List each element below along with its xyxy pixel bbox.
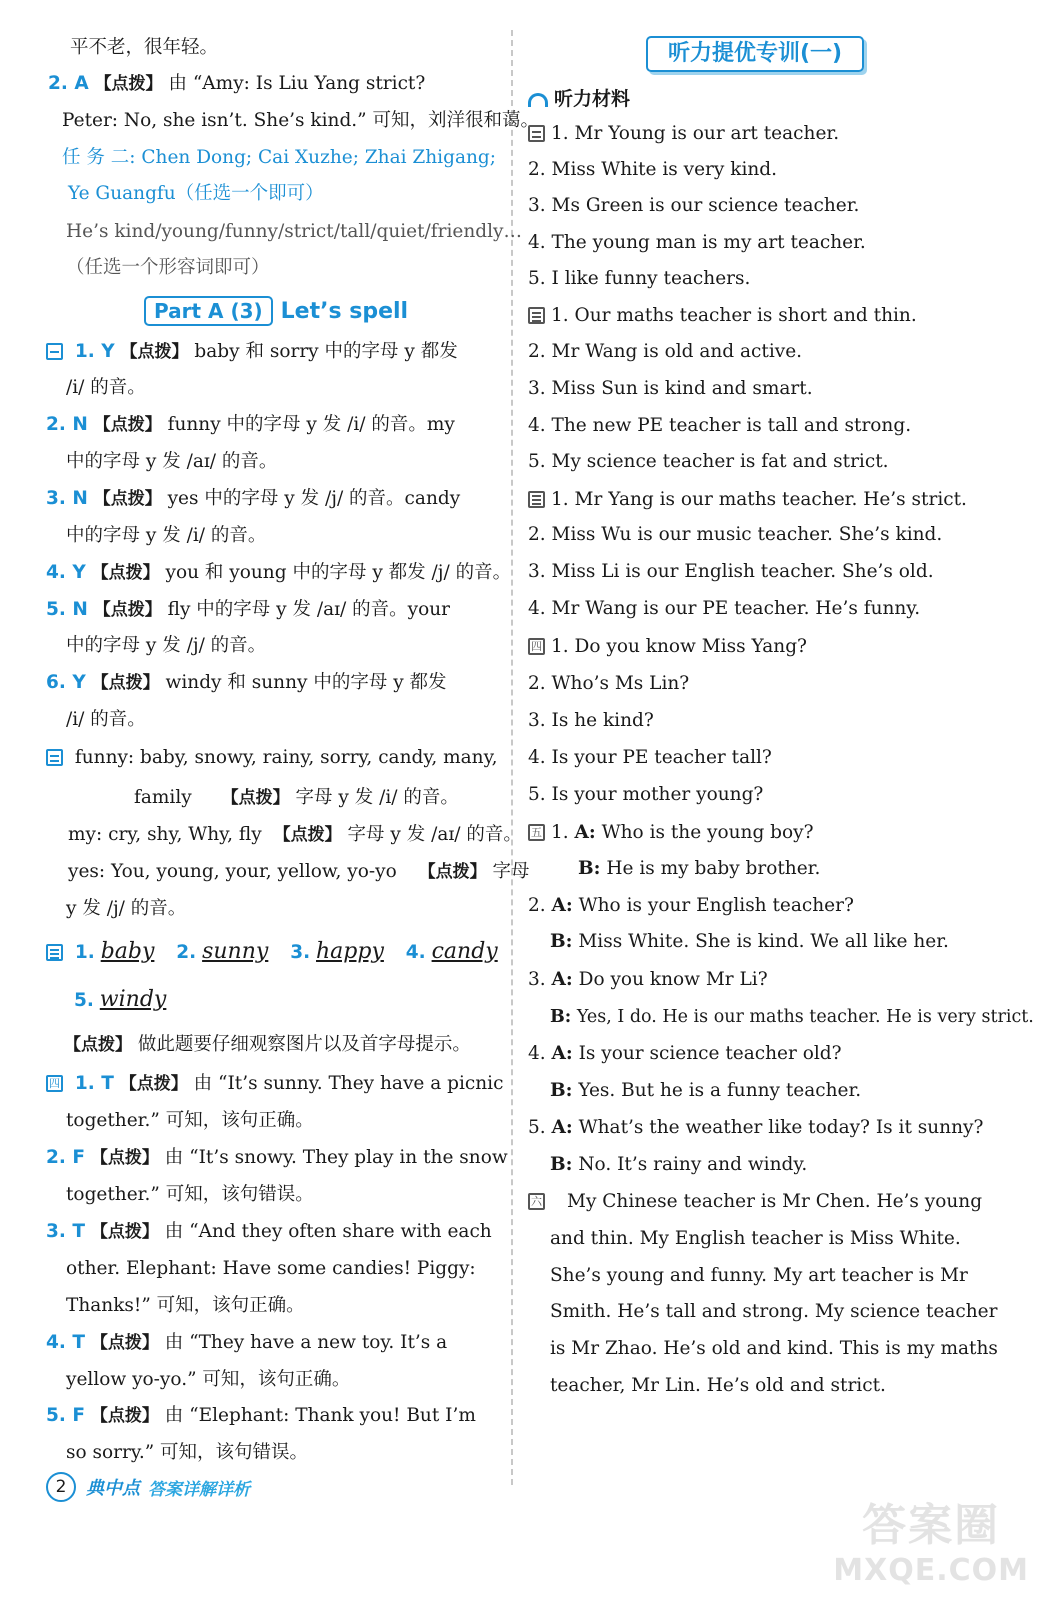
passage-line-6: teacher, Mr Lin. He’s old and strict. bbox=[550, 1375, 886, 1396]
judge-item-3-cont: other. Elephant: Have some candies! Piggy: bbox=[66, 1258, 476, 1279]
judge-item-5-cont: so sorry.” 可知，该句错误。 bbox=[66, 1442, 309, 1463]
headphones-icon bbox=[528, 93, 548, 107]
listen-g3-2: 2. Miss Wu is our music teacher. She’s kind. bbox=[528, 524, 943, 545]
listen-g2-5: 5. My science teacher is fat and strict. bbox=[528, 451, 889, 472]
listen-g4-5: 5. Is your mother young? bbox=[528, 784, 764, 805]
spell-item-3: 3. N 【点拨】 yes 中的字母 y 发 /j/ 的音。candy bbox=[46, 488, 461, 509]
listen-g3-3: 3. Miss Li is our English teacher. She’s old. bbox=[528, 561, 934, 582]
answer-2-cont: Peter: No, she isn’t. She’s kind.” 可知，刘洋很和蔼。 bbox=[62, 110, 540, 131]
spell-item-4: 4. Y 【点拨】 you 和 young 中的字母 y 都发 /j/ 的音。 bbox=[46, 562, 512, 583]
dialog-3-b: B: Yes, I do. He is our maths teacher. He is very strict. bbox=[550, 1007, 1034, 1027]
section-five-icon: 五 bbox=[528, 824, 545, 841]
passage-line-2: and thin. My English teacher is Miss White. bbox=[550, 1228, 961, 1249]
footer-subtitle: 答案详解详析 bbox=[148, 1479, 250, 1500]
listen-g1-4: 4. The young man is my art teacher. bbox=[528, 232, 866, 253]
dialog-5-b: B: No. It’s rainy and windy. bbox=[550, 1154, 808, 1175]
task2-line2: Ye Guangfu（任选一个即可） bbox=[68, 183, 324, 204]
answer-2: 2. A 【点拨】 由 “Amy: Is Liu Yang strict? bbox=[48, 73, 426, 94]
page-footer bbox=[46, 1472, 250, 1502]
listen-g4-3: 3. Is he kind? bbox=[528, 710, 654, 731]
watermark: 答案圈 MXQE.COM bbox=[833, 1500, 1029, 1588]
group2-line2: family 【点拨】 字母 y 发 /i/ 的音。 bbox=[134, 787, 459, 808]
listen-g2-4: 4. The new PE teacher is tall and strong. bbox=[528, 415, 912, 436]
spell-item-1-cont: /i/ 的音。 bbox=[66, 377, 146, 398]
judge-item-2-cont: together.” 可知，该句错误。 bbox=[66, 1184, 314, 1205]
spell-item-2: 2. N 【点拨】 funny 中的字母 y 发 /i/ 的音。my bbox=[46, 414, 455, 435]
brand-logo: 典中点 bbox=[86, 1478, 140, 1499]
judge-item-2: 2. F 【点拨】 由 “It’s snowy. They play in the snow bbox=[46, 1147, 508, 1168]
spell-item-6: 6. Y 【点拨】 windy 和 sunny 中的字母 y 都发 bbox=[46, 672, 447, 693]
listen-g1-2: 2. Miss White is very kind. bbox=[528, 159, 778, 180]
judge-item-3: 3. T 【点拨】 由 “And they often share with each bbox=[46, 1221, 492, 1242]
judge-item-4: 4. T 【点拨】 由 “They have a new toy. It’s a bbox=[46, 1332, 448, 1353]
listen-g3-4: 4. Mr Wang is our PE teacher. He’s funny. bbox=[528, 598, 921, 619]
judge-item-1: 四 1. T 【点拨】 由 “It’s sunny. They have a picnic bbox=[46, 1072, 503, 1096]
spell-item-3-cont: 中的字母 y 发 /i/ 的音。 bbox=[66, 525, 267, 546]
section-one-icon bbox=[46, 343, 63, 360]
section-six-icon: 六 bbox=[528, 1193, 545, 1210]
group3-row2: 5. windy bbox=[74, 987, 167, 1012]
listen-g2-3: 3. Miss Sun is kind and smart. bbox=[528, 378, 813, 399]
top-text: 平不老，很年轻。 bbox=[70, 37, 219, 58]
dialog-1-b: B: He is my baby brother. bbox=[578, 858, 821, 879]
column-divider bbox=[511, 30, 513, 1485]
task2-line4: （任选一个形容词即可） bbox=[66, 257, 270, 278]
listen-g1-3: 3. Ms Green is our science teacher. bbox=[528, 195, 860, 216]
listen-g4-1: 四 1. Do you know Miss Yang? bbox=[528, 635, 807, 659]
listen-g1-5: 5. I like funny teachers. bbox=[528, 268, 751, 289]
spell-item-1: 1. Y 【点拨】 baby 和 sorry 中的字母 y 都发 bbox=[46, 340, 458, 364]
dialog-4-b: B: Yes. But he is a funny teacher. bbox=[550, 1080, 862, 1101]
section-four-icon: 四 bbox=[46, 1075, 63, 1092]
dialog-3-a: 3. A: Do you know Mr Li? bbox=[528, 969, 768, 990]
spell-item-5: 5. N 【点拨】 fly 中的字母 y 发 /aɪ/ 的音。your bbox=[46, 599, 451, 620]
group2-line5: y 发 /j/ 的音。 bbox=[66, 898, 187, 919]
section-three-icon bbox=[46, 944, 63, 961]
passage-line-3: She’s young and funny. My art teacher is Mr bbox=[550, 1265, 968, 1286]
passage-line-4: Smith. He’s tall and strong. My science teacher bbox=[550, 1301, 998, 1322]
listening-material-title: 听力材料 bbox=[528, 84, 630, 111]
section-title: 听力提优专训(一) bbox=[646, 36, 864, 72]
spell-item-5-cont: 中的字母 y 发 /j/ 的音。 bbox=[66, 635, 267, 656]
dialog-4-a: 4. A: Is your science teacher old? bbox=[528, 1043, 842, 1064]
passage-line-1: 六 My Chinese teacher is Mr Chen. He’s young bbox=[528, 1190, 982, 1214]
judge-item-4-cont: yellow yo-yo.” 可知，该句正确。 bbox=[66, 1369, 351, 1390]
group2-line3: my: cry, shy, Why, fly 【点拨】 字母 y 发 /aɪ/ 的音。 bbox=[68, 824, 522, 845]
task2-line1: 任 务 二: Chen Dong; Cai Xuzhe; Zhai Zhigang; bbox=[62, 147, 496, 168]
dialog-5-a: 5. A: What’s the weather like today? Is it sunny? bbox=[528, 1117, 984, 1138]
judge-item-5: 5. F 【点拨】 由 “Elephant: Thank you! But I’m bbox=[46, 1405, 476, 1426]
section-one-icon bbox=[528, 125, 545, 142]
judge-item-3-cont2: Thanks!” 可知，该句正确。 bbox=[66, 1295, 305, 1316]
passage-line-5: is Mr Zhao. He’s old and kind. This is my maths bbox=[550, 1338, 998, 1359]
section-three-icon bbox=[528, 491, 545, 508]
section-two-icon bbox=[528, 307, 545, 324]
listen-g2-2: 2. Mr Wang is old and active. bbox=[528, 341, 803, 362]
section-two-icon bbox=[46, 749, 63, 766]
page-number: 2 bbox=[46, 1472, 76, 1502]
dialog-1-a: 五 1. A: Who is the young boy? bbox=[528, 821, 814, 845]
listen-g3-1: 1. Mr Yang is our maths teacher. He’s strict. bbox=[528, 488, 967, 512]
group2-line1: funny: baby, snowy, rainy, sorry, candy, many, bbox=[46, 746, 497, 770]
listen-g2-1: 1. Our maths teacher is short and thin. bbox=[528, 304, 917, 328]
group3-row1: 1. baby 2. sunny 3. happy 4. candy bbox=[46, 940, 498, 965]
listen-g1-1: 1. Mr Young is our art teacher. bbox=[528, 122, 839, 146]
listen-g4-4: 4. Is your PE teacher tall? bbox=[528, 747, 772, 768]
dialog-2-a: 2. A: Who is your English teacher? bbox=[528, 895, 854, 916]
spell-item-2-cont: 中的字母 y 发 /aɪ/ 的音。 bbox=[66, 451, 278, 472]
group2-line4: yes: You, young, your, yellow, yo-yo 【点拨】 字母 bbox=[68, 861, 530, 882]
group3-note: 【点拨】 做此题要仔细观察图片以及首字母提示。 bbox=[64, 1034, 471, 1055]
task2-line3: He’s kind/young/funny/strict/tall/quiet/friendly… bbox=[66, 221, 522, 242]
section-four-icon: 四 bbox=[528, 638, 545, 655]
part-heading: Part A (3) Let’s spell bbox=[144, 296, 408, 326]
judge-item-1-cont: together.” 可知，该句正确。 bbox=[66, 1110, 314, 1131]
spell-item-6-cont: /i/ 的音。 bbox=[66, 709, 146, 730]
listen-g4-2: 2. Who’s Ms Lin? bbox=[528, 673, 690, 694]
dialog-2-b: B: Miss White. She is kind. We all like her. bbox=[550, 931, 949, 952]
